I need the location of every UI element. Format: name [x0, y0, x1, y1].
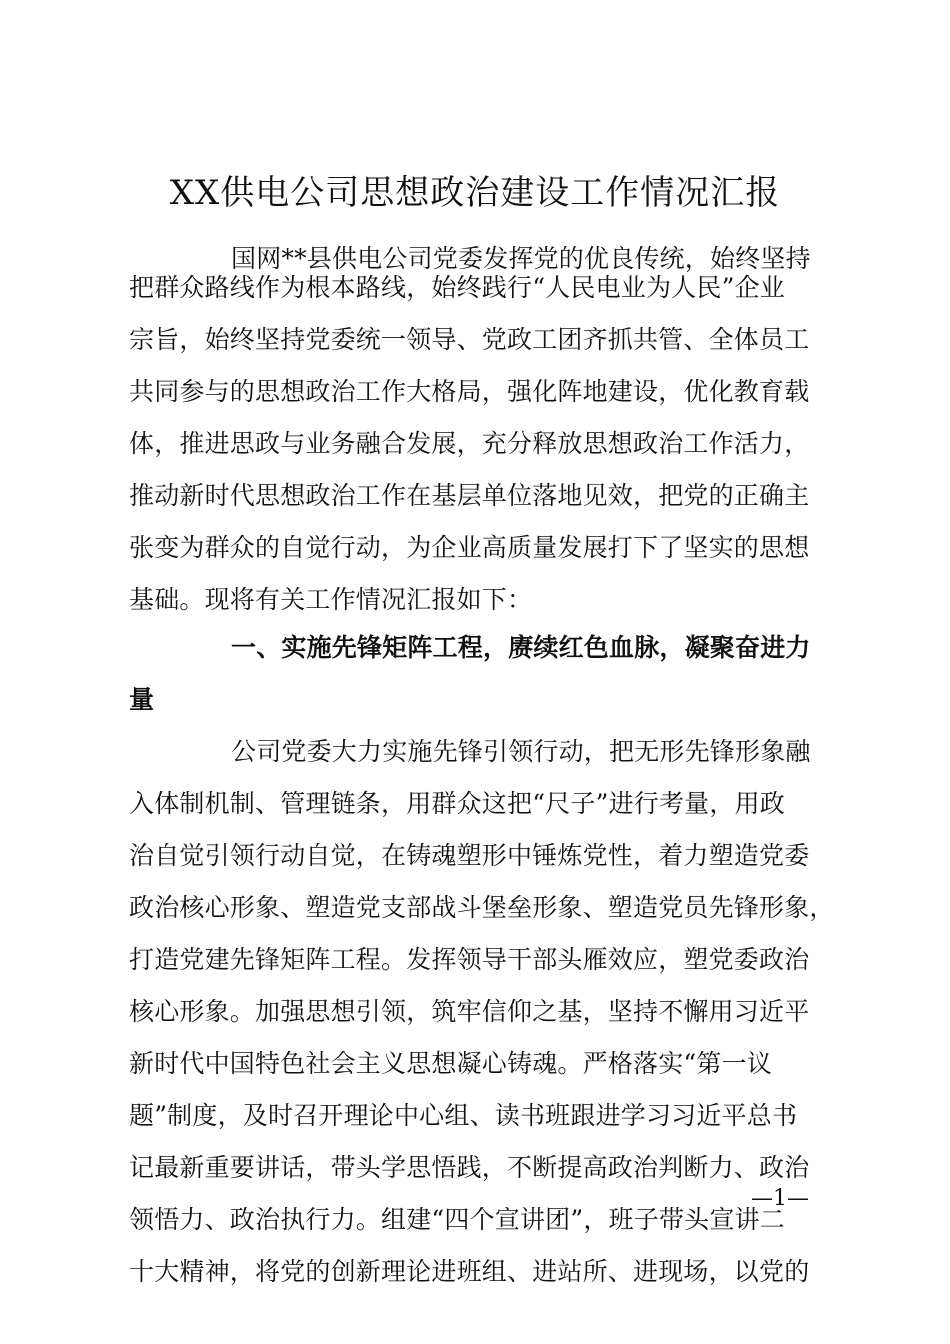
document-title: XX供电公司思想政治建设工作情况汇报 — [169, 173, 781, 213]
paragraph-line: 体，推进思政与业务融合发展，充分释放思想政治工作活力， — [129, 429, 810, 458]
section-heading-continued: 量 — [129, 685, 155, 714]
paragraph-line: 国网**县供电公司党委发挥党的优良传统，始终坚持 — [231, 244, 811, 273]
paragraph-line: 入体制机制、管理链条，用群众这把“尺子”进行考量，用政 — [129, 789, 785, 818]
paragraph-line: 领悟力、政治执行力。组建“四个宣讲团”，班子带头宣讲二 — [129, 1205, 785, 1234]
paragraph-line: 共同参与的思想政治工作大格局，强化阵地建设，优化教育载 — [129, 377, 810, 406]
paragraph-line: 把群众路线作为根本路线，始终践行“人民电业为人民”企业 — [129, 273, 785, 302]
paragraph-line: 政治核心形象、塑造党支部战斗堡垒形象、塑造党员先锋形象， — [129, 893, 835, 922]
paragraph-line: 十大精神，将党的创新理论进班组、进站所、进现场，以党的 — [129, 1257, 810, 1286]
paragraph-line: 基础。现将有关工作情况汇报如下： — [129, 585, 533, 614]
paragraph-line: 记最新重要讲话，带头学思悟践，不断提高政治判断力、政治 — [129, 1153, 810, 1182]
paragraph-line: 治自觉引领行动自觉，在铸魂塑形中锤炼党性，着力塑造党委 — [129, 841, 810, 870]
paragraph-line: 张变为群众的自觉行动，为企业高质量发展打下了坚实的思想 — [129, 533, 810, 562]
paragraph-line: 核心形象。加强思想引领，筑牢信仰之基，坚持不懈用习近平 — [129, 997, 810, 1026]
paragraph-line: 题”制度，及时召开理论中心组、读书班跟进学习习近平总书 — [129, 1101, 798, 1130]
page-number: —1— — [751, 1186, 809, 1211]
paragraph-line: 推动新时代思想政治工作在基层单位落地见效，把党的正确主 — [129, 481, 810, 510]
section-heading: 一、实施先锋矩阵工程，赓续红色血脉，凝聚奋进力 — [231, 633, 811, 662]
paragraph-line: 新时代中国特色社会主义思想凝心铸魂。严格落实“第一议 — [129, 1049, 772, 1078]
paragraph-line: 宗旨，始终坚持党委统一领导、党政工团齐抓共管、全体员工 — [129, 325, 810, 354]
paragraph-line: 打造党建先锋矩阵工程。发挥领导干部头雁效应，塑党委政治 — [129, 945, 810, 974]
paragraph-line: 公司党委大力实施先锋引领行动，把无形先锋形象融 — [231, 737, 811, 766]
